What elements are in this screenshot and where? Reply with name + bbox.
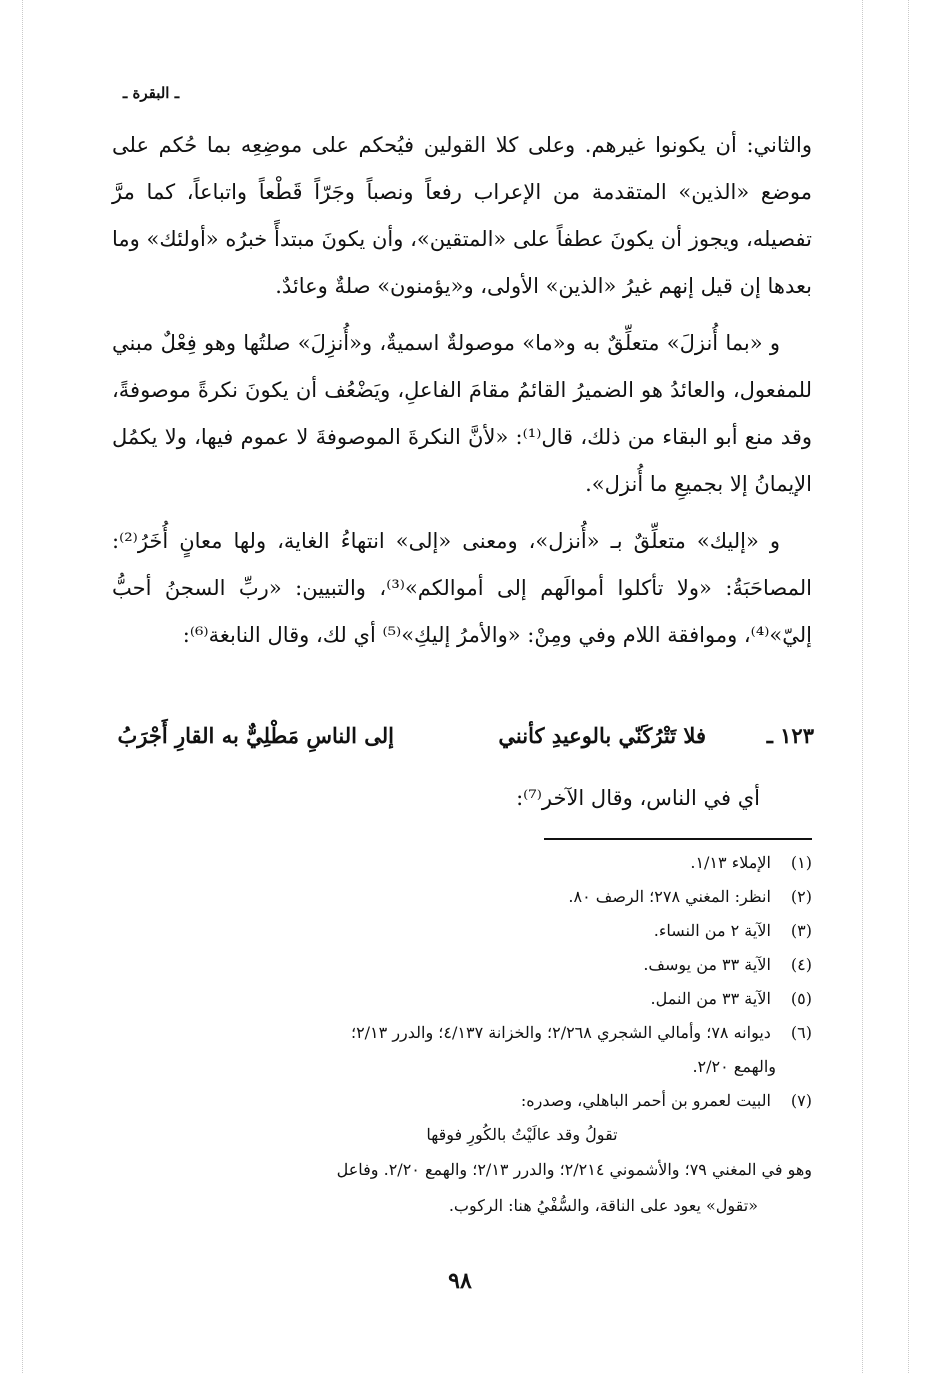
paragraph-3: و «إليك» متعلِّقٌ بـ «أُنزل»، ومعنى «إلى» انتهاءُ الغاية، ولها معانٍ أُخَرُ⁽²⁾: المصاحَبَةُ: «ولا تأكلوا أموالَهم إلى أموالكم»⁽³⁾، والتبيين: «ربِّ السجنُ أحبُّ إليّ»⁽⁴⁾، وموافقة اللام وفي ومِنْ: «والأمرُ إليكِ»⁽⁵⁾ أي لك، وقال النابغة⁽⁶⁾: [112, 529, 813, 647]
footnote-separator [544, 838, 812, 840]
footnote-item [112, 948, 812, 982]
footnote-tail-line: وهو في المغني ٧٩؛ والأشموني ٢/٢١٤؛ والدرر ٢/١٣؛ والهمع ٢/٢٠. وفاعل [336, 1160, 812, 1179]
paragraph-1: والثاني: أن يكونوا غيرهم. وعلى كلا القولين فيُحكم على موضِعِه بما حُكم على موضع «الذين» المتقدمة من الإعراب رفعاً ونصباً وجَرّاً قَطْعاً واتباعاً، كما مرَّ تفصيله، ويجوز أن يكونَ عطفاً على «المتقين»، وأن يكونَ مبتدأً خبرُه «أولئك» وما بعدها إن قيل إنهم غيرُ «الذين» الأولى، و«يؤمنون» صلةٌ وعائدٌ. [112, 133, 812, 298]
footnote-item [112, 1016, 812, 1084]
footnote-number: (٦) [790, 1023, 812, 1042]
footnote-continuation: والهمع ٢/٢٠. [692, 1057, 776, 1076]
paragraph-2: و «بما أُنزلَ» متعلِّقٌ به و«ما» موصولةٌ اسميةٌ، و«أُنزِلَ» صلتُها وهو فِعْلٌ مبني للمفعول، والعائدُ هو الضميرُ القائمُ مقامَ الفاعلِ، ويَضْعُف أن يكونَ نكرةً موصوفةً، وقد منع أبو البقاء من ذلك، قال⁽¹⁾: «لأنَّ النكرةَ الموصوفةَ لا عموم فيها، ولا يكمُل الإيمانُ إلا بجميعِ ما أُنزل». [112, 331, 813, 496]
scan-guide-right [862, 0, 863, 1373]
footnote-number: (٥) [790, 989, 812, 1008]
footnote-number: (٤) [790, 955, 812, 974]
footnote-item [112, 914, 812, 948]
footnote-item [112, 846, 812, 880]
verse-number: ١٢٣ ـ [766, 723, 814, 748]
scan-guide-edge [908, 0, 909, 1373]
footnote-number: (٢) [790, 887, 812, 906]
footnote-item [112, 1084, 812, 1118]
footnote-item [112, 880, 812, 914]
footnote-text: ديوانه ٧٨؛ وأمالي الشجري ٢/٢٦٨؛ والخزانة ٤/١٣٧؛ والدرر ٢/١٣؛ [350, 1023, 771, 1042]
footnote-tail-line: «تقول» يعود على الناقة، والسُّفْيُ هنا: الركوب. [448, 1196, 758, 1215]
footnote-text: انظر: المغني ٢٧٨؛ الرصف ٨٠. [568, 887, 771, 906]
post-verse-line: أي في الناس، وقال الآخر⁽⁷⁾: [516, 786, 760, 810]
verse-first-hemistich: فلا تَتْرُكَنّي بالوعيدِ كأنني [498, 723, 706, 748]
footnote-number: (٣) [790, 921, 812, 940]
footnote-number: (٧) [790, 1091, 812, 1110]
footnote-text: الآية ٣٣ من يوسف. [643, 955, 771, 974]
footnote-text: الإملاء ١/١٣. [690, 853, 771, 872]
footnote-text: البيت لعمرو بن أحمر الباهلي، وصدره: [520, 1091, 771, 1110]
footnote-number: (١) [790, 853, 812, 872]
footnote-poem-line: تقولُ وقد عالَيْتُ بالكُورِ فوقها [426, 1125, 618, 1144]
footnote-text: الآية ٣٣ من النمل. [650, 989, 771, 1008]
running-header: ـ البقرة ـ [122, 84, 180, 102]
main-text [112, 122, 812, 669]
page-number: ٩٨ [448, 1268, 472, 1294]
scan-guide-left [22, 0, 23, 1373]
footnote-item [112, 982, 812, 1016]
footnotes [112, 846, 812, 1224]
verse-second-hemistich: إلى الناسِ مَطْلِيٌّ به القارِ أَجْرَبُ [117, 723, 394, 748]
footnote-text: الآية ٢ من النساء. [653, 921, 771, 940]
